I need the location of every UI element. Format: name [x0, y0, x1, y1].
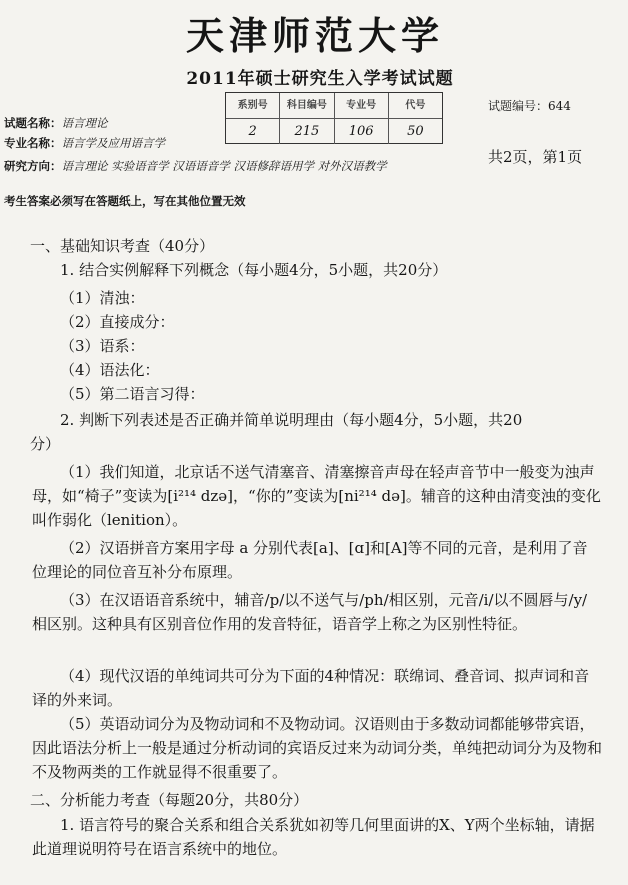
- code-value-cell: 2: [248, 124, 257, 139]
- section-2-title: 二、分析能力考查（每题20分，共80分）: [30, 791, 309, 809]
- q1-item: （2）直接成分：: [60, 313, 175, 331]
- paper-code-label: 试题编号：: [488, 99, 549, 113]
- subject-label: 试题名称：: [4, 116, 62, 130]
- code-header-cell: 系别号: [237, 100, 268, 111]
- code-header-cell: 代号: [388, 93, 442, 118]
- paper-code-value: 644: [548, 99, 571, 113]
- direction-value: 语言理论 实验语音学 汉语语音学 汉语修辞语用学 对外汉语教学: [61, 159, 387, 173]
- q2-intro-line1: 2. 判断下列表述是否正确并简单说明理由（每小题4分，5小题，共20: [60, 411, 523, 429]
- q2-item: （1）我们知道，北京话不送气清塞音、清塞擦音声母在轻声音节中一般变为浊声母，如“椅子”变读为[i²¹⁴ dzə]，“你的”变读为[ni²¹⁴ də]。辅音的这种由清变浊的变化叫作弱化（lenition）。: [32, 463, 601, 529]
- s2-question-1: 1. 语言符号的聚合关系和组合关系犹如初等几何里面讲的X、Y两个坐标轴，请据此道理说明符号在语言系统中的地位。: [32, 816, 595, 858]
- code-table: [225, 92, 443, 144]
- major-line: [4, 135, 165, 151]
- subject-value: 语言理论: [61, 116, 108, 130]
- code-header-cell: 专业号: [334, 93, 388, 118]
- exam-title: 2011年硕士研究生入学考试试题: [186, 69, 454, 89]
- q1-intro: 1. 结合实例解释下列概念（每小题4分，5小题，共20分）: [60, 261, 448, 279]
- section-1-title: 一、基础知识考查（40分）: [30, 237, 215, 255]
- major-value: 语言学及应用语言学: [61, 136, 165, 150]
- q2-item: （3）在汉语语音系统中，辅音/p/以不送气与/ph/相区别，元音/i/以不圆唇与/y/相区别。这种具有区别音位作用的发音特征，语音学上称之为区别性特征。: [32, 591, 588, 633]
- code-value-cell: 106: [334, 119, 388, 144]
- q1-item: （4）语法化：: [60, 361, 160, 379]
- code-value-cell: 215: [279, 119, 333, 144]
- q1-item: （1）清浊：: [60, 289, 145, 307]
- paper-code: [488, 97, 571, 114]
- q2-item: （5）英语动词分为及物动词和不及物动词。汉语则由于多数动词都能够带宾语，因此语法分析上一般是通过分析动词的宾语反过来为动词分类，单纯把动词分为及物和不及物两类的工作就显得不很重要了。: [32, 715, 603, 781]
- code-value-cell: 50: [388, 119, 442, 144]
- major-label: 专业名称：: [4, 136, 62, 150]
- q2-intro-line2: 分）: [30, 435, 61, 453]
- direction-line: [4, 158, 387, 174]
- code-header-cell: 科目编号: [279, 93, 333, 118]
- q2-item: （4）现代汉语的单纯词共可分为下面的4种情况：联绵词、叠音词、拟声词和音译的外来词。: [32, 667, 590, 709]
- answer-notice: 考生答案必须写在答题纸上，写在其他位置无效: [4, 194, 246, 208]
- code-table-value-row: [226, 118, 442, 144]
- page-count: 共2页，第1页: [488, 148, 583, 166]
- q2-item: （2）汉语拼音方案用字母 a 分别代表[a]、[ɑ]和[A]等不同的元音，是利用了音位理论的同位音互补分布原理。: [32, 539, 588, 581]
- subject-line: [4, 115, 108, 131]
- university-name: 天津师范大学: [185, 13, 444, 58]
- q1-item: （5）第二语言习得：: [60, 385, 205, 403]
- code-table-header-row: [226, 93, 442, 118]
- q1-item: （3）语系：: [60, 337, 145, 355]
- direction-label: 研究方向：: [4, 159, 62, 173]
